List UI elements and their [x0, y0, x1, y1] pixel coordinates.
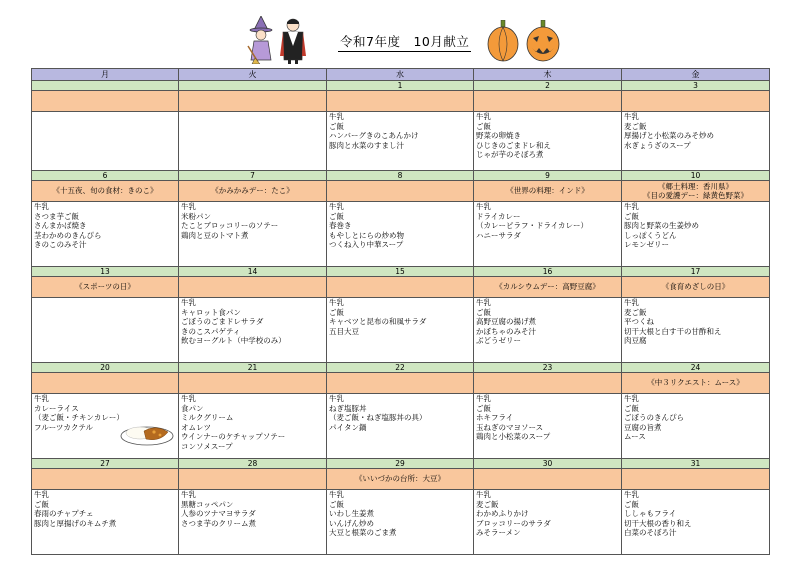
menu-item: 玉ねぎのマヨソース [476, 422, 544, 432]
menu-item: きのこスパゲティ [181, 326, 241, 336]
menu-cell [179, 112, 327, 171]
menu-item: 牛乳 [181, 202, 196, 211]
menu-item: ドライカレー [476, 211, 521, 221]
menu-item: 人参のツナマヨサラダ [181, 509, 256, 518]
menu-item: みそラーメン [476, 528, 521, 537]
menu-item: ハニーサラダ [476, 230, 521, 240]
menu-item: ご飯 [624, 403, 639, 413]
menu-item: わかめふりかけ [476, 509, 529, 518]
menu-item: ひじきのごまドレ和え [476, 140, 551, 150]
weekday-header: 月 [32, 69, 179, 81]
menu-cell [179, 490, 327, 555]
theme-cell [327, 277, 474, 298]
weekday-header: 金 [622, 69, 770, 81]
menu-item: 鶏肉と豆のトマト煮 [181, 230, 249, 240]
menu-item: かぼちゃのみそ汁 [476, 326, 536, 336]
menu-cell [622, 202, 770, 267]
menu-item: 茎わかめのきんぴら [34, 230, 102, 240]
menu-item: 牛乳 [181, 298, 196, 307]
theme-cell [622, 469, 770, 490]
date-cell [179, 81, 327, 91]
date-row [32, 81, 770, 91]
menu-item: 牛乳 [476, 298, 491, 307]
theme-row [32, 469, 770, 490]
menu-item: 牛乳 [329, 490, 344, 499]
date-cell [32, 81, 179, 91]
menu-item: 高野豆腐の揚げ煮 [476, 317, 536, 326]
menu-item: ししゃもフライ [624, 509, 677, 518]
menu-item: ご飯 [329, 307, 344, 317]
date-cell: 2 [474, 81, 622, 91]
menu-item: 飲むヨーグルト（中学校のみ） [181, 336, 286, 345]
theme-cell: 《いいづかの台所：大豆》 [327, 469, 474, 490]
menu-item: ごぼうのごまドレサラダ [181, 317, 264, 326]
menu-item: 牛乳 [476, 202, 491, 211]
date-cell: 1 [327, 81, 474, 91]
menu-items-row [32, 490, 770, 555]
menu-cell [327, 490, 474, 555]
menu-cell [622, 298, 770, 363]
theme-cell [179, 373, 327, 394]
curry-rice-icon [120, 420, 174, 446]
theme-cell: 《世界の料理：インド》 [474, 181, 622, 202]
menu-item: ムース [624, 432, 646, 441]
vampire-illustration-icon [280, 16, 306, 64]
menu-cell [622, 394, 770, 459]
theme-cell [327, 181, 474, 202]
menu-item: 春雨のチャプチェ [34, 509, 94, 518]
menu-item: 牛乳 [624, 298, 639, 307]
menu-item: 牛乳 [329, 394, 344, 403]
menu-item: キャベツと昆布の和風サラダ [329, 317, 427, 326]
menu-item: 牛乳 [329, 298, 344, 307]
date-cell: 3 [622, 81, 770, 91]
menu-item: 麦ご飯 [476, 499, 499, 509]
menu-item: つくね入り中華スープ [329, 240, 404, 249]
menu-item: オムレツ [181, 422, 211, 432]
theme-row [32, 277, 770, 298]
menu-item: きのこのみそ汁 [34, 240, 87, 249]
menu-item: 牛乳 [329, 112, 344, 121]
menu-item: 麦ご飯 [624, 307, 647, 317]
menu-cell [327, 112, 474, 171]
menu-item: いわし生姜煮 [329, 509, 374, 518]
theme-cell [179, 91, 327, 112]
theme-cell: 《スポーツの日》 [32, 277, 179, 298]
menu-item: （麦ご飯・ねぎ塩豚丼の具） [329, 413, 427, 422]
menu-item: 牛乳 [624, 202, 639, 211]
theme-cell [32, 91, 179, 112]
menu-item: 厚揚げと小松菜のみそ炒め [624, 131, 714, 140]
menu-cell [179, 394, 327, 459]
menu-item: 牛乳 [329, 202, 344, 211]
menu-calendar-table [31, 68, 770, 555]
menu-item: 豚肉と水菜のすまし汁 [329, 140, 404, 150]
date-cell: 20 [32, 363, 179, 373]
jack-o-lantern-icon [525, 20, 561, 62]
menu-item: しっぽくうどん [624, 230, 677, 240]
menu-item: 牛乳 [181, 490, 196, 499]
theme-cell [474, 373, 622, 394]
menu-item: さつま芋ご飯 [34, 211, 79, 221]
menu-item: 牛乳 [624, 490, 639, 499]
menu-item: 牛乳 [476, 112, 491, 121]
menu-item: 米粉パン [181, 211, 211, 221]
date-cell: 30 [474, 459, 622, 469]
menu-item: レモンゼリー [624, 240, 669, 249]
menu-item: ご飯 [624, 211, 639, 221]
date-cell: 16 [474, 267, 622, 277]
theme-row [32, 181, 770, 202]
pumpkin-icon [486, 20, 520, 62]
theme-cell [327, 91, 474, 112]
menu-item: 豆腐の旨煮 [624, 422, 662, 432]
date-cell: 6 [32, 171, 179, 181]
menu-item: 豚肉と野菜の生姜炒め [624, 221, 699, 230]
menu-item: ブロッコリーのサラダ [476, 518, 551, 528]
date-cell: 24 [622, 363, 770, 373]
date-cell: 17 [622, 267, 770, 277]
menu-item: 切干大根の香り和え [624, 518, 692, 528]
menu-item: 黒糖コッペパン [181, 499, 234, 509]
date-row [32, 459, 770, 469]
menu-cell [474, 112, 622, 171]
menu-item: ご飯 [329, 121, 344, 131]
date-cell: 22 [327, 363, 474, 373]
menu-cell [474, 298, 622, 363]
menu-item: ぶどうゼリー [476, 336, 521, 345]
theme-row [32, 91, 770, 112]
menu-item: 食パン [181, 403, 204, 413]
menu-item: ご飯 [476, 403, 491, 413]
menu-item: キャロット食パン [181, 307, 241, 317]
date-cell: 9 [474, 171, 622, 181]
menu-item: パイタン鍋 [329, 422, 367, 432]
weekday-header-row [32, 69, 770, 81]
weekday-header: 火 [179, 69, 327, 81]
page-title: 令和7年度 10月献立 [338, 32, 471, 52]
menu-cell [32, 202, 179, 267]
menu-item: ハンバーグきのこあんかけ [329, 131, 419, 140]
menu-item: （カレーピラフ・ドライカレー） [476, 221, 589, 230]
menu-item: 牛乳 [476, 394, 491, 403]
date-cell: 27 [32, 459, 179, 469]
menu-item: ねぎ塩豚丼 [329, 403, 367, 413]
menu-cell [32, 394, 179, 459]
menu-item: 牛乳 [624, 112, 639, 121]
menu-items-row [32, 298, 770, 363]
menu-item: さんまかば焼き [34, 221, 87, 230]
menu-cell [179, 202, 327, 267]
theme-cell [179, 469, 327, 490]
menu-cell [32, 298, 179, 363]
menu-item: ウインナーのケチャップソテー [181, 432, 286, 441]
menu-item: 春巻き [329, 221, 352, 230]
menu-item: （麦ご飯・チキンカレー） [34, 413, 124, 422]
menu-item: ご飯 [476, 307, 491, 317]
menu-item: 野菜の卵焼き [476, 131, 521, 140]
menu-cell [474, 490, 622, 555]
theme-cell [622, 91, 770, 112]
menu-cell [327, 394, 474, 459]
menu-item: 牛乳 [181, 394, 196, 403]
theme-cell: 《郷土料理：香川県》 《目の愛護デー：緑黄色野菜》 [622, 181, 770, 202]
menu-item: 牛乳 [34, 490, 49, 499]
menu-cell [32, 490, 179, 555]
theme-cell [474, 91, 622, 112]
menu-item: 五目大豆 [329, 326, 359, 336]
theme-cell [474, 469, 622, 490]
theme-row [32, 373, 770, 394]
menu-item: 牛乳 [34, 394, 49, 403]
menu-item: 麦ご飯 [624, 121, 647, 131]
menu-item: コンソメスープ [181, 441, 233, 451]
menu-cell [474, 394, 622, 459]
menu-item: じゃが芋のそぼろ煮 [476, 150, 544, 159]
date-cell: 23 [474, 363, 622, 373]
menu-cell [622, 112, 770, 171]
menu-item: ご飯 [329, 499, 344, 509]
menu-item: ごぼうのきんぴら [624, 413, 684, 422]
menu-item: 平つくね [624, 317, 654, 326]
menu-cell [622, 490, 770, 555]
theme-cell: 《カルシウムデー：高野豆腐》 [474, 277, 622, 298]
date-cell: 7 [179, 171, 327, 181]
date-cell: 14 [179, 267, 327, 277]
menu-cell [32, 112, 179, 171]
menu-items-row [32, 112, 770, 171]
theme-cell: 《十五夜、旬の食材：きのこ》 [32, 181, 179, 202]
date-row [32, 171, 770, 181]
witch-illustration-icon [246, 16, 276, 64]
date-cell: 15 [327, 267, 474, 277]
menu-item: 豚肉と厚揚げのキムチ煮 [34, 518, 117, 528]
theme-cell [32, 469, 179, 490]
theme-cell [32, 373, 179, 394]
menu-cell [474, 202, 622, 267]
date-row [32, 363, 770, 373]
menu-item: 切干大根と白す干の甘酢和え [624, 326, 722, 336]
menu-item: 大豆と根菜のごま煮 [329, 528, 397, 537]
menu-items-row [32, 394, 770, 459]
date-cell: 31 [622, 459, 770, 469]
menu-item: ご飯 [34, 499, 49, 509]
menu-item: 肉豆腐 [624, 336, 647, 345]
menu-item: ご飯 [476, 121, 491, 131]
theme-cell: 《中３リクエスト：ムース》 [622, 373, 770, 394]
date-row [32, 267, 770, 277]
page-header [0, 0, 800, 68]
menu-item: 鶏肉と小松菜のスープ [476, 432, 551, 441]
date-cell: 10 [622, 171, 770, 181]
menu-item: さつま芋のクリーム煮 [181, 518, 256, 528]
menu-item: ミルクグリーム [181, 413, 234, 422]
theme-cell [179, 277, 327, 298]
menu-item: ご飯 [329, 211, 344, 221]
menu-item: 牛乳 [476, 490, 491, 499]
weekday-header: 水 [327, 69, 474, 81]
menu-cell [179, 298, 327, 363]
menu-item: 牛乳 [34, 202, 49, 211]
date-cell: 28 [179, 459, 327, 469]
weekday-header: 木 [474, 69, 622, 81]
menu-item: フルーツカクテル [34, 422, 94, 432]
theme-cell: 《かみかみデー：たこ》 [179, 181, 327, 202]
menu-cell [327, 202, 474, 267]
menu-item: カレーライス [34, 403, 79, 413]
menu-item: 水ぎょうざのスープ [624, 140, 691, 150]
menu-item: もやしとにらの炒め物 [329, 230, 404, 240]
menu-item: いんげん炒め [329, 518, 374, 528]
theme-cell [327, 373, 474, 394]
date-cell: 8 [327, 171, 474, 181]
date-cell: 21 [179, 363, 327, 373]
menu-item: ホキフライ [476, 413, 514, 422]
theme-cell: 《食育めざしの日》 [622, 277, 770, 298]
menu-cell [327, 298, 474, 363]
menu-item: たことブロッコリーのソテー [181, 221, 279, 230]
menu-item: 牛乳 [624, 394, 639, 403]
date-cell: 13 [32, 267, 179, 277]
menu-item: 白菜のそぼろ汁 [624, 528, 677, 537]
menu-items-row [32, 202, 770, 267]
menu-item: ご飯 [624, 499, 639, 509]
date-cell: 29 [327, 459, 474, 469]
